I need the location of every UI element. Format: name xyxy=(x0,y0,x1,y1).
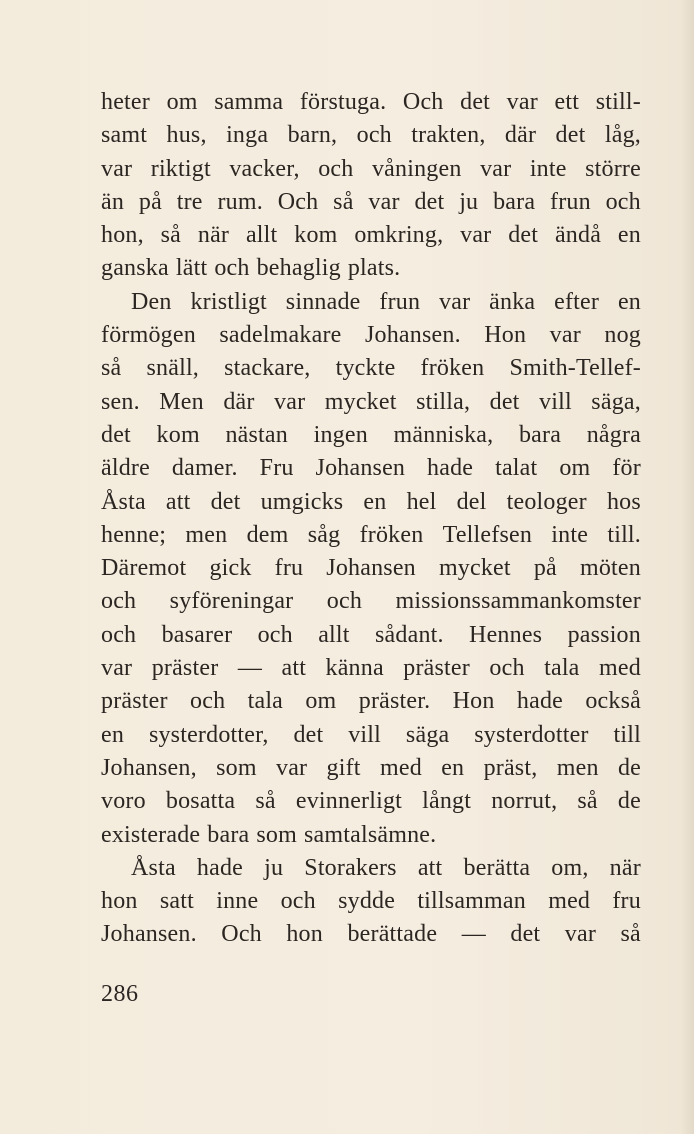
text-line xyxy=(101,452,641,485)
text-line xyxy=(101,486,641,519)
text-line xyxy=(101,86,641,119)
word: säga, xyxy=(591,388,641,415)
word: Smith-Tellef- xyxy=(509,355,641,382)
word: efter xyxy=(554,288,600,315)
word: still- xyxy=(595,89,641,115)
word: rum. xyxy=(217,188,263,215)
text-line xyxy=(101,719,641,752)
word: det xyxy=(101,421,131,448)
word: så xyxy=(160,222,182,249)
word: gift xyxy=(326,754,361,781)
word: Storakers xyxy=(304,854,397,881)
word: Johansen, xyxy=(101,754,197,781)
word: att xyxy=(165,488,191,515)
word: på xyxy=(533,555,557,582)
word: passion xyxy=(567,621,641,648)
word: fru xyxy=(612,888,641,915)
word: Hon xyxy=(452,688,495,715)
word: teologer xyxy=(506,488,587,515)
word: några xyxy=(586,421,641,448)
word: frun xyxy=(379,288,421,315)
word: med xyxy=(548,888,591,915)
word: Åsta xyxy=(131,854,176,881)
word: var xyxy=(276,754,308,781)
word: men xyxy=(556,754,599,781)
word: på xyxy=(138,188,162,215)
word: ju xyxy=(264,854,284,881)
word: bara xyxy=(518,421,562,448)
text-line xyxy=(101,819,641,852)
word: inte xyxy=(551,521,589,548)
word: så xyxy=(255,788,276,815)
word: hade xyxy=(196,854,243,881)
word: bara xyxy=(493,188,536,215)
word: gick xyxy=(209,555,252,582)
word: evinnerligt xyxy=(295,788,403,815)
word: Fru xyxy=(259,455,294,482)
word: var xyxy=(101,655,133,682)
text-line xyxy=(101,852,641,885)
word: och xyxy=(190,688,226,715)
word: berättade xyxy=(347,921,438,948)
word: henne; xyxy=(101,521,167,548)
word: systerdotter xyxy=(474,721,589,748)
word: talat xyxy=(495,455,538,482)
word: att xyxy=(417,854,443,881)
word: heter xyxy=(101,89,150,115)
word: som xyxy=(216,754,257,781)
word: basarer xyxy=(161,621,233,648)
word: där xyxy=(223,388,255,415)
word: långt xyxy=(422,788,472,815)
word: präst, xyxy=(483,754,538,781)
word: bara xyxy=(207,821,250,848)
word: del xyxy=(456,488,487,515)
word: det xyxy=(210,488,241,515)
word: var xyxy=(368,188,400,215)
word: så xyxy=(101,355,122,382)
text-line xyxy=(101,585,641,618)
word: så xyxy=(577,788,598,815)
word: en xyxy=(441,754,465,781)
word: Och xyxy=(221,921,262,948)
word: Johansen xyxy=(315,455,406,482)
word: stackare, xyxy=(224,355,311,382)
word: damer. xyxy=(171,455,238,482)
word: äldre xyxy=(101,455,150,482)
text-line xyxy=(101,319,641,352)
word: var xyxy=(101,155,133,182)
word: var xyxy=(480,155,512,182)
word: människa, xyxy=(393,421,494,448)
word: fröken xyxy=(420,355,485,382)
word: om xyxy=(305,688,337,715)
word: om xyxy=(559,455,591,482)
word: känna xyxy=(325,655,384,682)
word: trakten, xyxy=(411,122,486,149)
body-text xyxy=(101,86,641,952)
word: så xyxy=(620,921,641,948)
text-line xyxy=(101,652,641,685)
word: — xyxy=(237,655,263,682)
word: förstuga. xyxy=(299,89,387,115)
word: ett xyxy=(554,89,580,115)
word: som xyxy=(256,821,297,848)
word: präster. xyxy=(358,688,431,715)
word: tre xyxy=(176,188,203,215)
word: och xyxy=(356,122,392,149)
text-line xyxy=(101,619,641,652)
word: med xyxy=(379,754,422,781)
word: det xyxy=(489,388,520,415)
word: Hon xyxy=(484,322,527,349)
word: de xyxy=(617,788,641,815)
word: när xyxy=(197,222,230,249)
word: dem xyxy=(246,521,289,548)
word: och xyxy=(257,621,293,648)
word: förmögen xyxy=(101,322,196,349)
word: en xyxy=(617,288,641,315)
word: tala xyxy=(544,655,580,682)
word: där xyxy=(504,122,537,149)
word: men xyxy=(185,521,228,548)
word: nog xyxy=(604,322,641,349)
word: mycket xyxy=(324,388,397,415)
word: så xyxy=(333,188,354,215)
word: samma xyxy=(214,89,284,115)
text-line xyxy=(101,153,641,186)
word: syföreningar xyxy=(169,588,294,615)
word: och xyxy=(101,588,137,615)
word: ändå xyxy=(554,222,602,249)
word: snäll, xyxy=(146,355,200,382)
word: präster xyxy=(101,688,168,715)
word: Men xyxy=(159,388,204,415)
page-number: 286 xyxy=(101,981,139,1007)
word: sinnade xyxy=(285,288,361,315)
word: fru xyxy=(274,555,304,582)
word: var xyxy=(506,89,538,115)
word: hus, xyxy=(166,122,207,149)
word: samtalsämne. xyxy=(304,821,437,848)
word: nästan xyxy=(225,421,288,448)
word: barn, xyxy=(287,122,338,149)
word: sadelmakare xyxy=(219,322,342,349)
text-line xyxy=(101,186,641,219)
word: såg xyxy=(307,521,341,548)
text-line xyxy=(101,352,641,385)
word: missionssammankomster xyxy=(395,588,641,615)
word: Den xyxy=(131,288,172,315)
word: inte xyxy=(529,155,567,182)
word: behaglig xyxy=(256,255,341,282)
word: och xyxy=(101,621,137,648)
word: hon xyxy=(101,888,138,915)
word: tyckte xyxy=(335,355,396,382)
word: tillsamman xyxy=(417,888,526,915)
word: hade xyxy=(427,455,474,482)
word: allt xyxy=(318,621,350,648)
word: och xyxy=(318,155,354,182)
word: hon xyxy=(286,921,323,948)
word: när xyxy=(609,854,641,881)
text-line xyxy=(101,552,641,585)
text-line xyxy=(101,752,641,785)
word: var xyxy=(460,222,492,249)
word: större xyxy=(585,155,641,182)
word: våningen xyxy=(371,155,462,182)
text-line xyxy=(101,119,641,152)
word: och xyxy=(489,655,525,682)
word: vill xyxy=(539,388,572,415)
text-line xyxy=(101,419,641,452)
word: för xyxy=(612,455,641,482)
word: var xyxy=(439,288,471,315)
word: vill xyxy=(348,721,382,748)
word: — xyxy=(461,921,486,948)
text-line xyxy=(101,286,641,319)
word: låg, xyxy=(604,122,641,149)
word: systerdotter, xyxy=(148,721,269,748)
word: en xyxy=(101,721,125,748)
word: fröken xyxy=(359,521,424,548)
text-line xyxy=(101,519,641,552)
word: Tellefsen xyxy=(442,521,533,548)
word: det xyxy=(293,721,324,748)
text-line xyxy=(101,252,641,285)
word: existerade xyxy=(101,821,201,848)
word: Johansen. xyxy=(364,322,461,349)
word: än xyxy=(101,188,125,215)
word: och xyxy=(326,588,363,615)
word: en xyxy=(617,222,641,249)
word: det xyxy=(414,188,445,215)
word: sydde xyxy=(338,888,396,915)
word: sådant. xyxy=(375,621,444,648)
word: till. xyxy=(607,521,641,548)
word: inga xyxy=(226,122,269,149)
word: ganska xyxy=(101,255,169,282)
word: det xyxy=(555,122,586,149)
word: ingen xyxy=(313,421,368,448)
text-line xyxy=(101,918,641,951)
word: och xyxy=(605,188,641,215)
word: var xyxy=(549,322,581,349)
word: mycket xyxy=(438,555,511,582)
word: Johansen. xyxy=(101,921,197,948)
word: inne xyxy=(216,888,259,915)
word: kom xyxy=(156,421,200,448)
word: omkring, xyxy=(354,222,444,249)
word: Och xyxy=(402,89,444,115)
text-line xyxy=(101,219,641,252)
word: en xyxy=(363,488,387,515)
word: var xyxy=(564,921,597,948)
word: och xyxy=(214,255,250,282)
word: norrut, xyxy=(491,788,558,815)
word: präster xyxy=(151,655,219,682)
word: det xyxy=(510,921,541,948)
word: kristligt xyxy=(190,288,267,315)
word: om, xyxy=(551,854,589,881)
text-line xyxy=(101,885,641,918)
word: hel xyxy=(406,488,437,515)
word: änka xyxy=(489,288,536,315)
word: lätt xyxy=(175,255,208,282)
word: sen. xyxy=(101,388,140,415)
text-line xyxy=(101,386,641,419)
word: kom xyxy=(294,222,338,249)
word: och xyxy=(280,888,316,915)
word: Hennes xyxy=(469,621,543,648)
word: Och xyxy=(277,188,319,215)
word: det xyxy=(460,89,491,115)
word: var xyxy=(274,388,306,415)
word: satt xyxy=(159,888,194,915)
word: riktigt xyxy=(150,155,211,182)
word: präster xyxy=(403,655,470,682)
word: de xyxy=(617,754,641,781)
word: också xyxy=(585,688,641,715)
word: samt xyxy=(101,122,148,149)
word: berätta xyxy=(463,854,531,881)
word: voro xyxy=(101,788,146,815)
text-line xyxy=(101,785,641,818)
word: hade xyxy=(516,688,563,715)
text-line xyxy=(101,685,641,718)
word: Åsta xyxy=(101,488,146,515)
word: det xyxy=(508,222,539,249)
word: ju xyxy=(459,188,479,215)
word: frun xyxy=(550,188,591,215)
word: om xyxy=(166,89,198,115)
page-edge-shadow xyxy=(680,0,694,1134)
word: hon, xyxy=(101,222,144,249)
word: stilla, xyxy=(416,388,471,415)
word: plats. xyxy=(347,255,401,282)
word: till xyxy=(613,721,641,748)
word: att xyxy=(281,655,307,682)
word: möten xyxy=(579,555,641,582)
word: Däremot xyxy=(101,555,187,582)
word: tala xyxy=(247,688,284,715)
word: säga xyxy=(405,721,450,748)
word: vacker, xyxy=(229,155,300,182)
word: Johansen xyxy=(326,555,416,582)
word: med xyxy=(598,655,641,682)
word: bosatta xyxy=(165,788,236,815)
word: allt xyxy=(245,222,278,249)
word: hos xyxy=(606,488,641,515)
word: umgicks xyxy=(260,488,344,515)
